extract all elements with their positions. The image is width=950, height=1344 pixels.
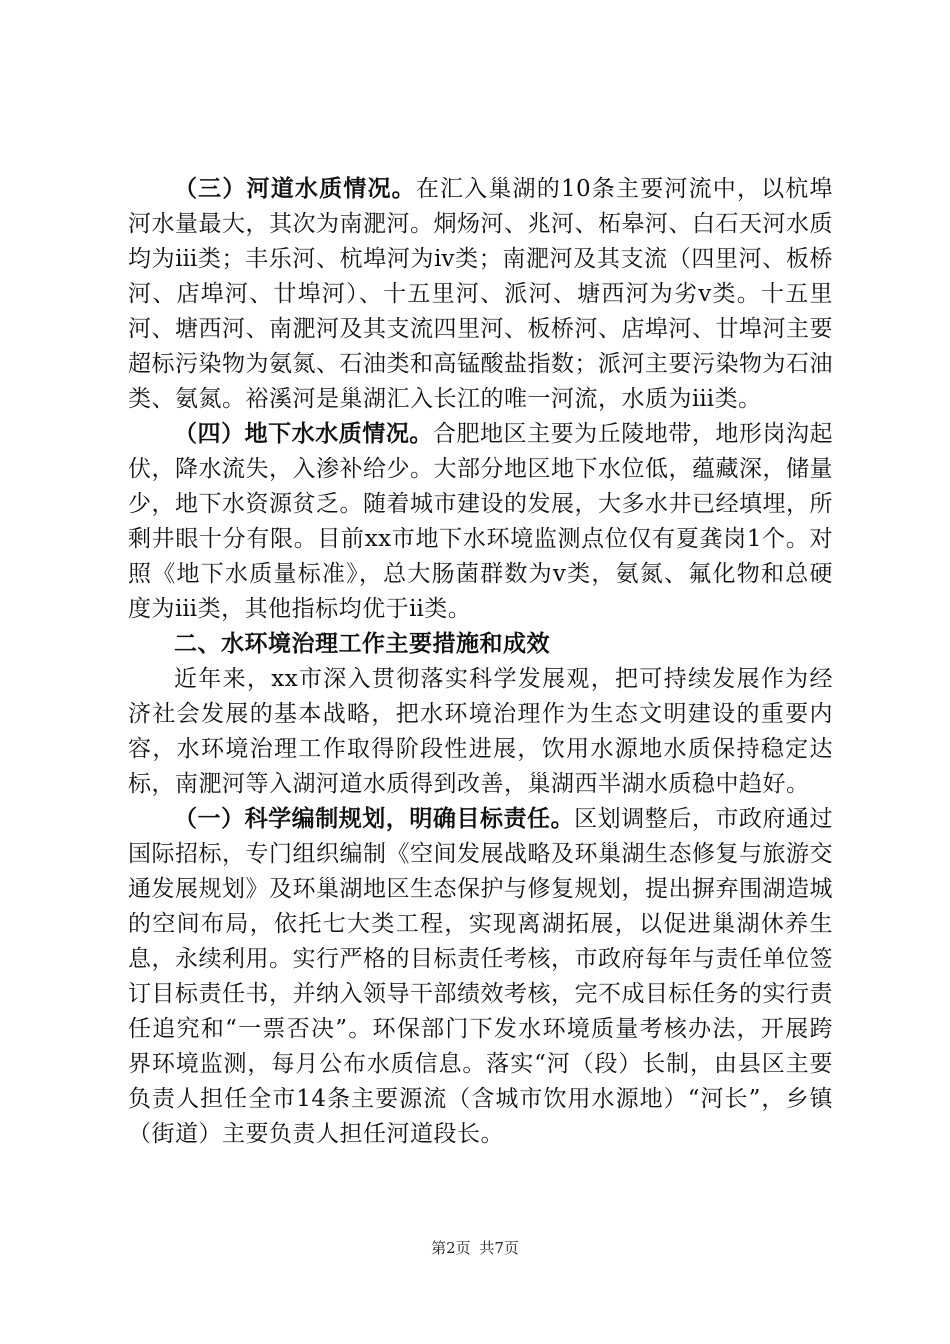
paragraph-heading: （一）科学编制规划，明确目标责任。 <box>174 806 575 832</box>
paragraph-overview <box>128 662 833 802</box>
paragraph-text: 近年来，xx市深入贯彻落实科学发展观，把可持续发展作为经济社会发展的基本战略，把水环境治理作为生态文明建设的重要内容，水环境治理工作取得阶段性进展，饮用水源地水质保持稳定达标，南淝河等入湖河道水质得到改善，巢湖西半湖水质稳中趋好。 <box>128 666 833 797</box>
paragraph-text: 在汇入巢湖的10条主要河流中，以杭埠河水量最大，其次为南淝河。烔炀河、兆河、柘皋河、白石天河水质均为ⅲ类；丰乐河、杭埠河为ⅳ类；南淝河及其支流（四里河、板桥河、店埠河、廿埠河）、十五里河、派河、塘西河为劣ⅴ类。十五里河、塘西河、南淝河及其支流四里河、板桥河、店埠河、廿埠河主要超标污染物为氨氮、石油类和高锰酸盐指数；派河主要污染物为石油类、氨氮。裕溪河是巢湖汇入长江的唯一河流，水质为ⅲ类。 <box>128 176 833 412</box>
page-footer <box>0 1237 950 1258</box>
section-heading: 二、水环境治理工作主要措施和成效 <box>174 631 550 657</box>
paragraph-heading: （四）地下水水质情况。 <box>174 421 433 447</box>
paragraph-heading: （三）河道水质情况。 <box>174 176 416 202</box>
paragraph-text: 区划调整后，市政府通过国际招标，专门组织编制《空间发展战略及环巢湖生态修复与旅游交通发展规划》及环巢湖地区生态保护与修复规划，提出摒弃围湖造城的空间布局，依托七大类工程，实现离湖拓展，以促进巢湖休养生息，永续利用。实行严格的目标责任考核，市政府每年与责任单位签订目标责任书，并纳入领导干部绩效考核，完不成目标任务的实行责任追究和“一票否决”。环保部门下发水环境质量考核办法，开展跨界环境监测，每月公布水质信息。落实“河（段）长制，由县区主要负责人担任全市14条主要源流（含城市饮用水源地）“河长”，乡镇（街道）主要负责人担任河道段长。 <box>128 806 834 1147</box>
document-body <box>128 172 833 1152</box>
paragraph-river-water-quality <box>128 172 833 417</box>
paragraph-planning-responsibility <box>128 802 833 1152</box>
total-pages: 共7页 <box>479 1239 519 1257</box>
paragraph-groundwater-quality <box>128 417 833 627</box>
page-number: 第2页 <box>431 1239 471 1257</box>
paragraph-text: 合肥地区主要为丘陵地带，地形岗沟起伏，降水流失，入渗补给少。大部分地区地下水位低，蕴藏深，储量少，地下水资源贫乏。随着城市建设的发展，大多水井已经填埋，所剩井眼十分有限。目前xx市地下水环境监测点位仅有夏龚岗1个。对照《地下水质量标准》，总大肠菌群数为ⅴ类，氨氮、氟化物和总硬度为ⅲ类，其他指标均优于ⅱ类。 <box>128 421 834 622</box>
